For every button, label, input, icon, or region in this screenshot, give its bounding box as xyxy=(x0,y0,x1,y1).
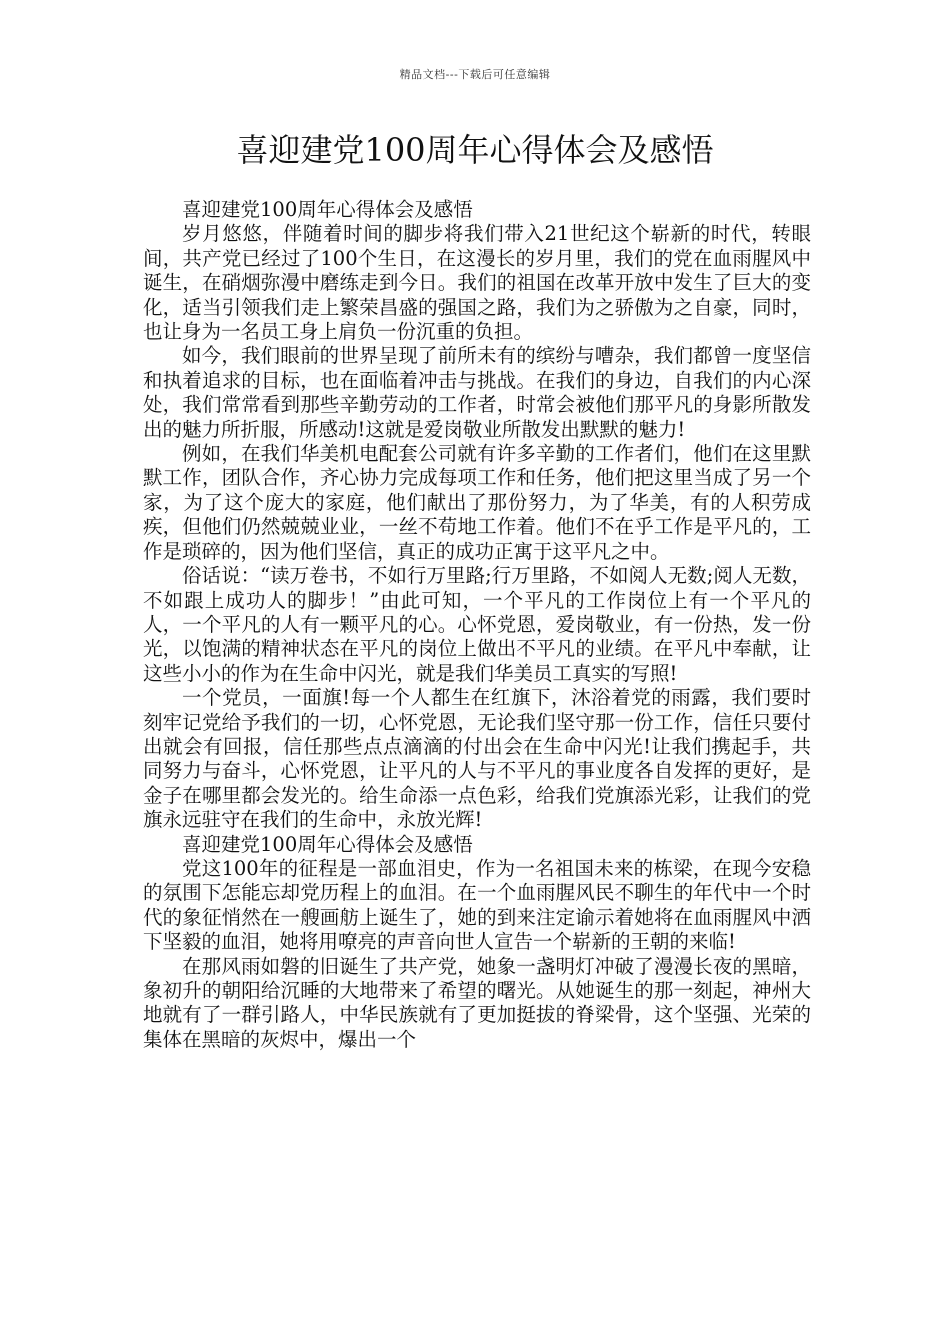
paragraph: 在那风雨如磐的旧诞生了共产党，她象一盏明灯冲破了漫漫长夜的黑暗，象初升的朝阳给沉睡的大地带来了希望的曙光。从她诞生的那一刻起，神州大地就有了一群引路人，中华民族就有了更加挺拔的脊梁骨，这个坚强、光荣的集体在黑暗的灰烬中，爆出一个 xyxy=(143,954,811,1051)
paragraph: 岁月悠悠，伴随着时间的脚步将我们带入21世纪这个崭新的时代，转眼间，共产党已经过了100个生日，在这漫长的岁月里，我们的党在血雨腥风中诞生，在硝烟弥漫中磨练走到今日。我们的祖国在改革开放中发生了巨大的变化，适当引领我们走上繁荣昌盛的强国之路，我们为之骄傲为之自豪，同时，也让身为一名员工身上肩负一份沉重的负担。 xyxy=(143,222,811,344)
document-title: 喜迎建党100周年心得体会及感悟 xyxy=(236,131,714,169)
paragraph: 俗话说：“读万卷书，不如行万里路;行万里路，不如阅人无数;阅人无数，不如跟上成功人的脚步！”由此可知，一个平凡的工作岗位上有一个平凡的人，一个平凡的人有一颗平凡的心。心怀党恩，爱岗敬业，有一份热，发一份光，以饱满的精神状态在平凡的岗位上做出不平凡的业绩。在平凡中奉献，让这些小小的作为在生命中闪光，就是我们华美员工真实的写照! xyxy=(143,564,811,685)
paragraph: 如今，我们眼前的世界呈现了前所未有的缤纷与嘈杂，我们都曾一度坚信和执着追求的目标，也在面临着冲击与挑战。在我们的身边，自我们的内心深处，我们常常看到那些辛勤劳动的工作者，时常会被他们那平凡的身影所散发出的魅力所折服，所感动!这就是爱岗敬业所散发出默默的魅力! xyxy=(143,344,811,441)
paragraph-subtitle: 喜迎建党100周年心得体会及感悟 xyxy=(182,832,473,856)
paragraph: 党这100年的征程是一部血泪史，作为一名祖国未来的栋梁，在现今安稳的氛围下怎能忘却党历程上的血泪。在一个血雨腥风民不聊生的年代中一个时代的象征悄然在一艘画舫上诞生了，她的到来注定谕示着她将在血雨腥风中洒下坚毅的血泪，她将用嘹亮的声音向世人宣告一个崭新的王朝的来临! xyxy=(143,856,811,954)
document-body xyxy=(143,198,811,1052)
paragraph-subtitle: 喜迎建党100周年心得体会及感悟 xyxy=(182,198,473,221)
paragraph: 例如，在我们华美机电配套公司就有许多辛勤的工作者们，他们在这里默默工作，团队合作，齐心协力完成每项工作和任务，他们把这里当成了另一个家，为了这个庞大的家庭，他们献出了那份努力，为了华美，有的人积劳成疾，但他们仍然兢兢业业，一丝不苟地工作着。他们不在乎工作是平凡的，工作是琐碎的，因为他们坚信，真正的成功正寓于这平凡之中。 xyxy=(143,442,811,563)
paragraph: 一个党员，一面旗!每一个人都生在红旗下，沐浴着党的雨露，我们要时刻牢记党给予我们的一切，心怀党恩，无论我们坚守那一份工作，信任只要付出就会有回报，信任那些点点滴滴的付出会在生命中闪光!让我们携起手，共同努力与奋斗，心怀党恩，让平凡的人与不平凡的事业度各自发挥的更好，是金子在哪里都会发光的。给生命添一点色彩，给我们党旗添光彩，让我们的党旗永远驻守在我们的生命中，永放光辉! xyxy=(143,686,811,832)
header-note: 精品文档---下载后可任意编辑 xyxy=(399,68,551,81)
